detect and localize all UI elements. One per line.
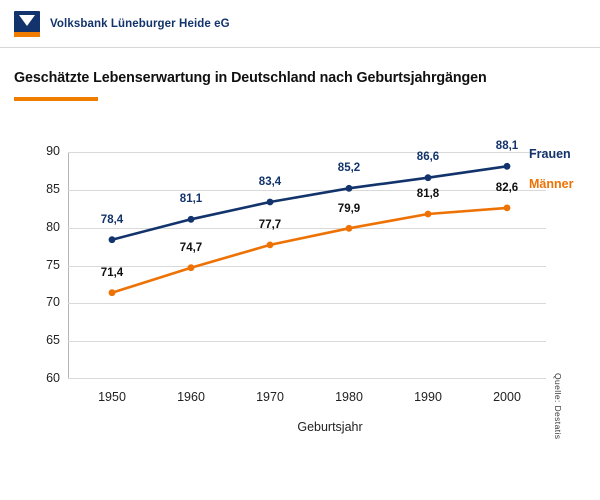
data-label-frauen: 86,6 [416,151,440,163]
data-label-maenner: 82,6 [495,182,519,194]
series-lines [0,118,600,448]
title-underline [14,97,98,101]
y-tick-label: 60 [46,371,60,385]
y-tick-label: 75 [46,257,60,272]
header-divider [0,47,600,48]
y-tick-label: 90 [46,144,60,158]
legend-item-maenner: Männer [529,177,574,191]
markers-maenner [109,205,511,297]
data-label-frauen: 88,1 [495,140,519,152]
brand-name: Volksbank Lüneburger Heide eG [50,18,230,30]
data-label-frauen: 78,4 [100,214,124,226]
x-tick-label: 2000 [493,390,521,404]
data-label-maenner: 77,7 [258,219,282,231]
x-tick-label: 1980 [335,390,363,404]
y-tick-label: 85 [46,181,60,196]
x-tick-label: 1950 [98,390,126,404]
y-tick-label: 80 [46,219,60,234]
y-tick-label: 65 [46,333,60,348]
source-note: Quelle: Destatis [553,373,563,440]
data-label-maenner: 71,4 [100,267,124,279]
data-label-frauen: 81,1 [179,193,203,205]
data-label-maenner: 79,9 [337,203,361,215]
x-tick-label: 1970 [256,390,284,404]
chart-container [0,118,600,448]
data-label-maenner: 81,8 [416,188,440,200]
page-title: Geschätzte Lebenserwartung in Deutschland nach Geburtsjahrgängen [14,70,487,86]
legend-item-frauen: Frauen [529,147,571,161]
x-tick-label: 1990 [414,390,442,404]
data-label-frauen: 83,4 [258,176,282,188]
y-tick-label: 70 [46,295,60,310]
app-header [0,0,600,48]
data-label-maenner: 74,7 [179,242,203,254]
x-axis-title: Geburtsjahr [297,420,363,434]
line-maenner [112,208,507,293]
volksbank-logo-icon [14,11,40,37]
x-tick-label: 1960 [177,390,205,404]
data-label-frauen: 85,2 [337,162,361,174]
line-frauen [112,166,507,239]
